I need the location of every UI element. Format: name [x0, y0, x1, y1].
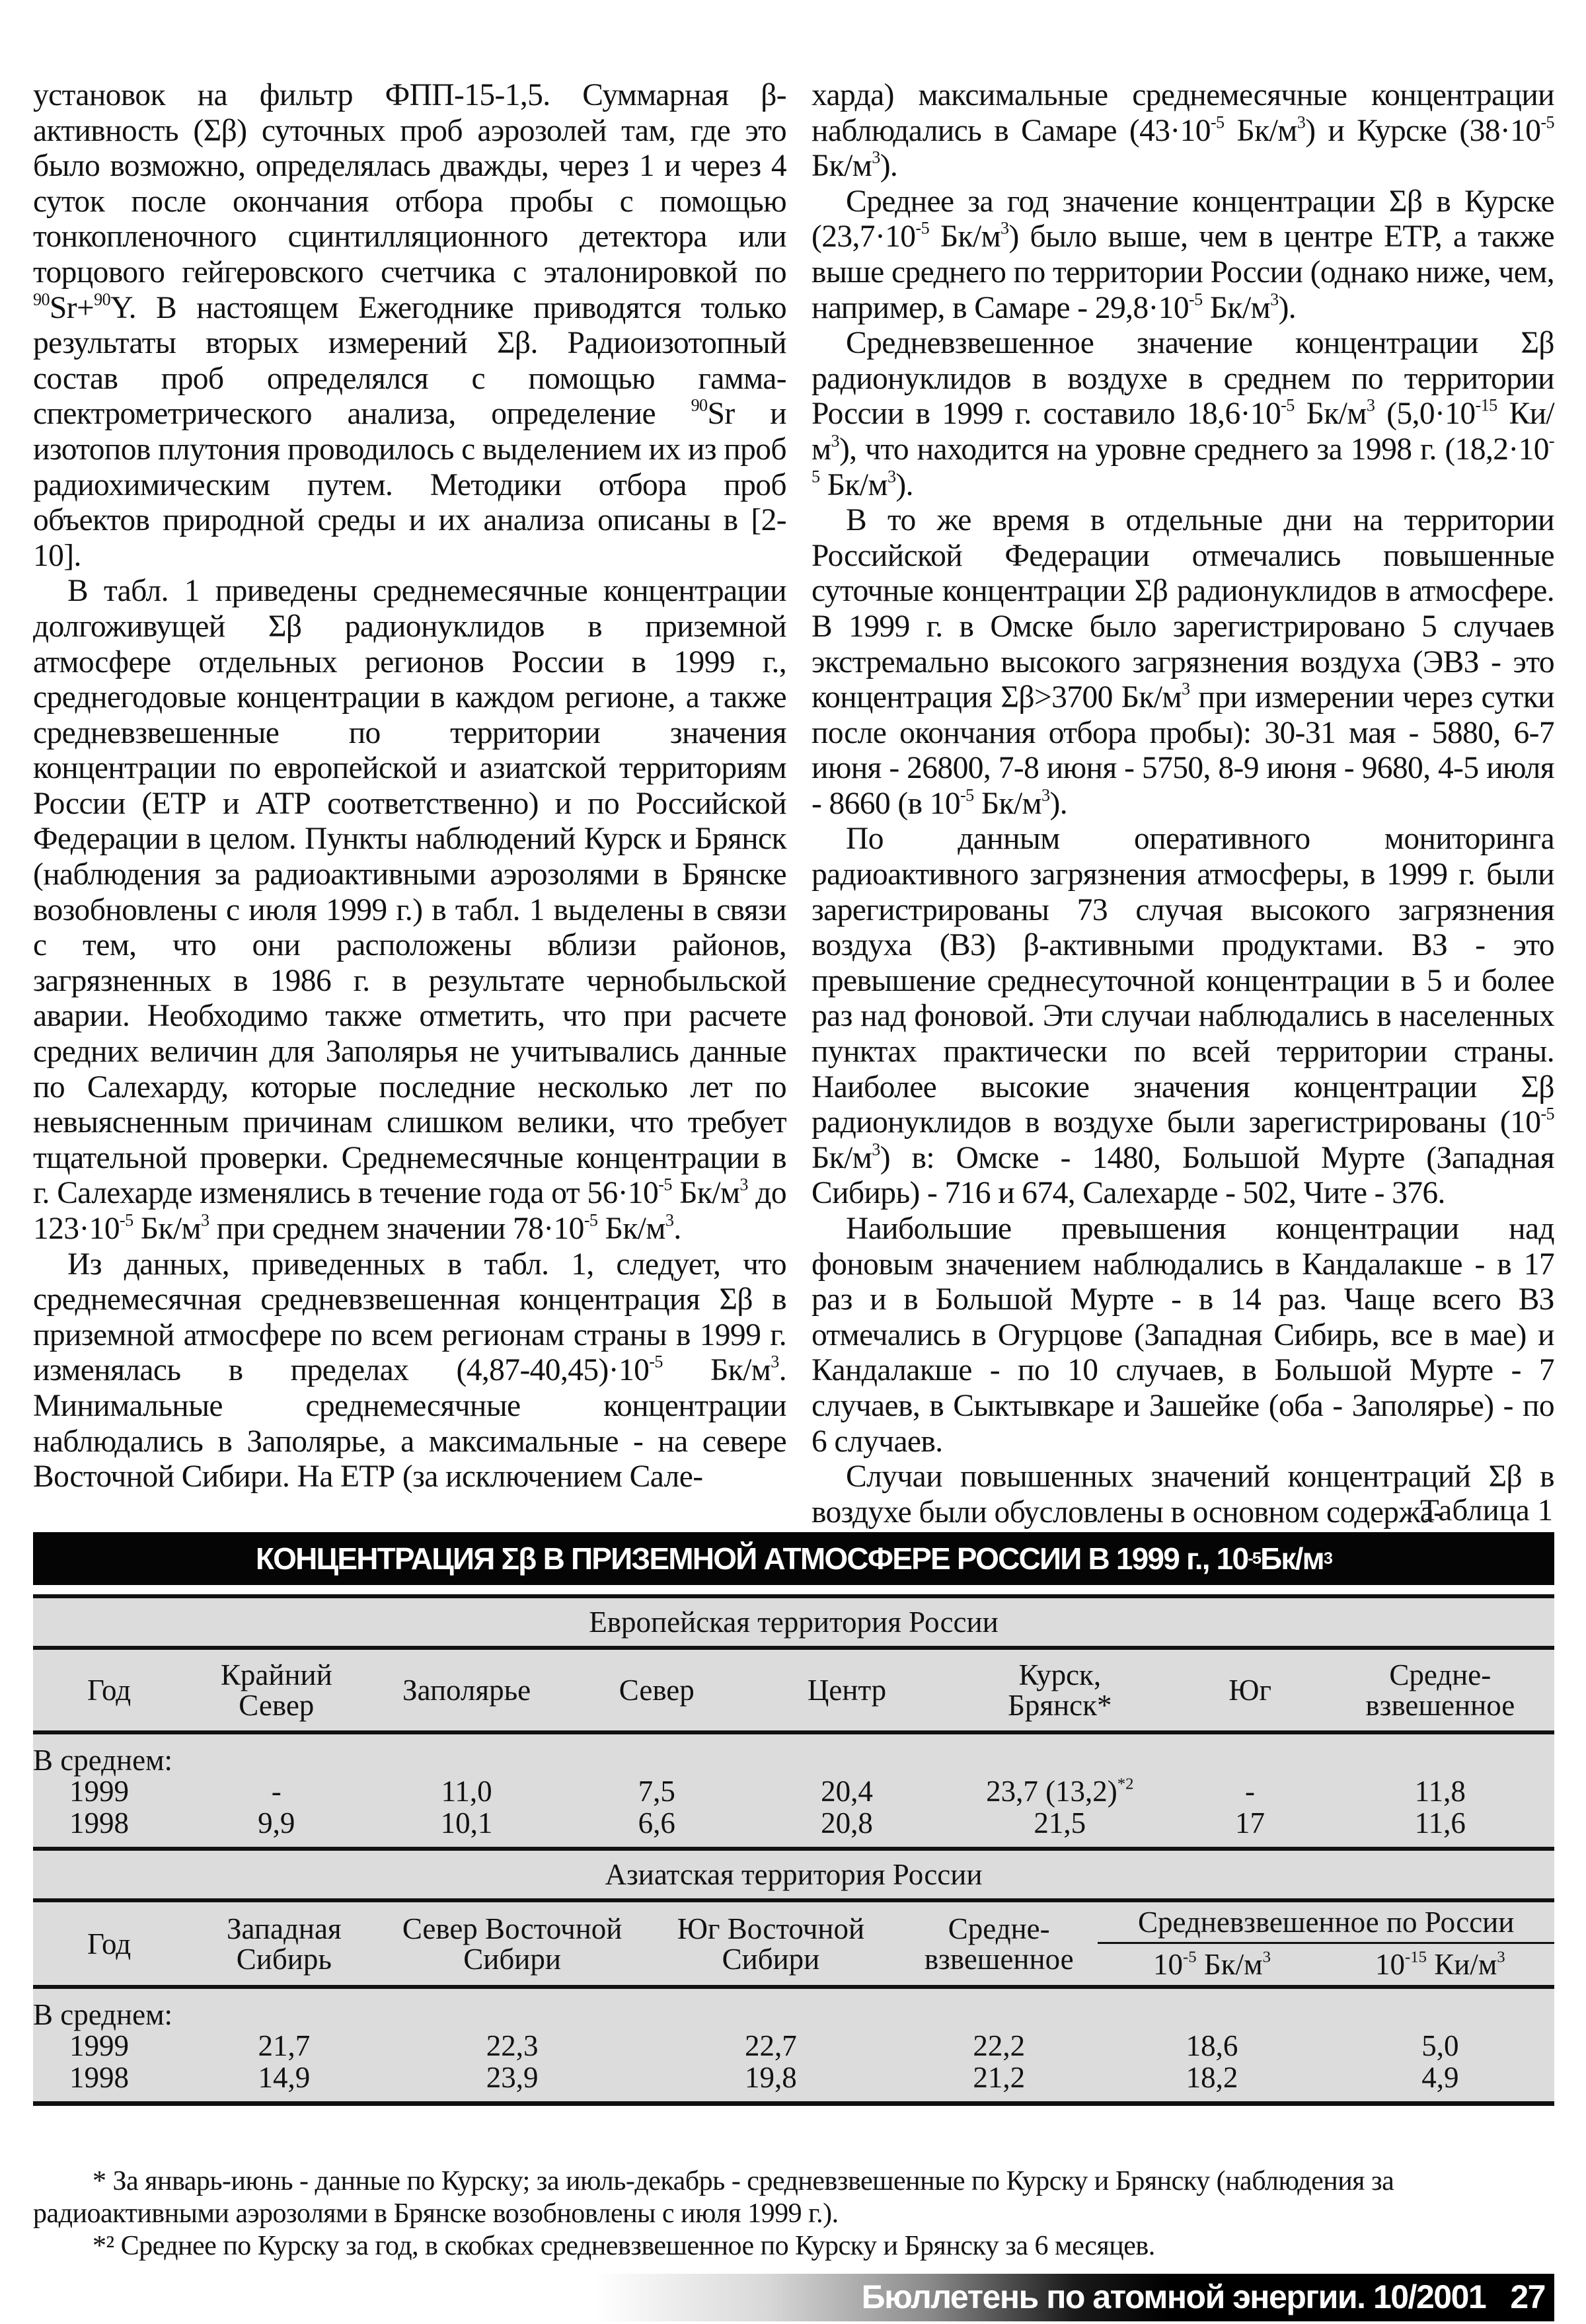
text-column-left — [33, 78, 786, 1495]
value-cell: 11,0 — [441, 1775, 492, 1808]
column-header: Средне- взвешенное — [900, 1900, 1098, 1987]
left-paragraph: В табл. 1 приведены среднемесячные концентрации долгоживущей Σβ радионуклидов в приземной атмосфере отдельных регионов России в 1999 г., среднегодовые концентрации в каждом регионе, а также средневзвешенные по территории значения концентрации по европейской и азиатской территориям России (ЕТР и АТР соответственно) и по Российской Федерации в целом. Пункты наблюдений Курск и Брянск (наблюдения за радиоактивными аэрозолями в Брянске возобновлены с июля 1999 г.) в табл. 1 выделены в связи с тем, что они расположены вблизи районов, загрязненных в 1986 г. в результате чернобыльской аварии. Необходимо также отметить, что при расчете средних величин для Заполярья не учитывались данные по Салехарду, которые последние несколько лет по невыясненным причинам слишком велики, что требует тщательной проверки. Среднемесячные концентрации в г. Салехарде изменялись в течение года от $56\cdot 10^{-5}$ $Бк/м^3$ до $123\cdot 10^{-5}$ $Бк/м^3$ при среднем значении $78\cdot 10^{-5}$ $Бк/м^3$. — [33, 574, 787, 1246]
column-header: Центр — [748, 1648, 946, 1732]
right-paragraph: Наибольшие превышения концентрации над фоновым значением наблюдались в Кандалакше - в 17 раз и в Большой Мурте - в 14 раз. Чаще всего ВЗ отмечались в Огурцове (Западная Сибирь, все в мае) и Кандалакше - по 10 случаев, в Большой Мурте - 7 случаев, в Сыктывкаре и Зашейке (оба - Заполярье) - по 6 случаев. — [812, 1212, 1554, 1459]
value-cell: 21,7 — [258, 2029, 311, 2062]
unit-header: $10^{-15}$ $Ки/м^3$ — [1375, 1948, 1505, 1981]
value-cell: 10,1 — [440, 1806, 493, 1840]
table-1 — [33, 1532, 1554, 2106]
value-cell: 22,7 — [745, 2029, 797, 2062]
table-row — [33, 2030, 1554, 2062]
value-cell: 14,9 — [258, 2061, 311, 2094]
value-cell: 6,6 — [638, 1806, 675, 1840]
column-header: Юг Восточной Сибири — [642, 1900, 900, 1987]
column-header: Западная Сибирь — [185, 1900, 383, 1987]
value-cell: 4,9 — [1421, 2061, 1459, 2094]
year-cell: 1999 — [69, 1775, 129, 1808]
text-column-right — [812, 78, 1554, 1530]
right-paragraph: харда) максимальные среднемесячные концентрации наблюдались в Самаре ($43\cdot 10^{-5}$ $Бк/м^3$) и Курске ($38\cdot 10^{-5}$ $Бк/м^3$). — [812, 78, 1554, 184]
value-cell: 18,2 — [1186, 2061, 1238, 2094]
unit-header: $10^{-5}$ $Бк/м^3$ — [1153, 1948, 1271, 1981]
value-cell: 20,4 — [821, 1775, 873, 1808]
value-cell: 11,6 — [1414, 1806, 1466, 1840]
left-paragraph: установок на фильтр ФПП-15-1,5. Суммарная β-активность (Σβ) суточных проб аэрозолей там, где это было возможно, определялась дважды, через 1 и через 4 суток после окончания отбора пробы с помощью тонкопленочного сцинтилляционного детектора или торцового гейгеровского счетчика с эталонировкой по $^{90}$Sr+$^{90}$Y. В настоящем Ежегоднике приводятся только результаты вторых измерений Σβ. Радиоизотопный состав проб определялся с помощью гамма-спектрометрического анализа, определение $^{90}$Sr и изотопов плутония проводилось с выделением их из проб радиохимическим путем. Методики отбора проб объектов природной среды и их анализа описаны в [2-10]. — [33, 78, 786, 573]
journal-title: Бюллетень по атомной энергии. 10/2001 — [861, 2278, 1486, 2315]
value-cell: 23,9 — [486, 2061, 539, 2094]
value-cell: 5,0 — [1421, 2029, 1459, 2062]
avg-label: В среднем: — [33, 1744, 173, 1777]
value-cell: - — [1245, 1775, 1256, 1808]
value-cell: 21,2 — [973, 2061, 1026, 2094]
column-header: Год — [33, 1648, 185, 1732]
value-cell: 11,8 — [1414, 1775, 1466, 1808]
right-paragraph: В то же время в отдельные дни на территории Российской Федерации отмечались повышенные суточные концентрации Σβ радионуклидов в атмосфере. В 1999 г. в Омске было зарегистрировано 5 случаев экстремально высокого загрязнения воздуха (ЭВЗ - это концентрация Σβ>3700 $Бк/м^3$ при измерении через сутки после окончания отбора пробы): 30-31 мая - 5880, 6-7 июня - 26800, 7-8 июня - 5750, 8-9 июня - 9680, 4-5 июля - 8660 (в $10^{-5}$ $Бк/м^3$). — [812, 503, 1554, 821]
table-row — [33, 1807, 1554, 1847]
column-header: Курск, Брянск* — [946, 1648, 1174, 1732]
column-header: Год — [33, 1900, 185, 1987]
group-header-russia-avg: Средневзвешенное по России — [1098, 1900, 1554, 1943]
right-paragraph: Средневзвешенное значение концентрации Σβ радионуклидов в воздухе в среднем по территории России в 1999 г. составило $18,6\cdot 10^{-5}$ $Бк/м^3$ ($5,0\cdot 10^{-15}$ $Ки/м^3$), что находится на уровне среднего за 1998 г. ($18,2\cdot 10^{-5}$ $Бк/м^3$). — [812, 326, 1554, 502]
table-title: КОНЦЕНТРАЦИЯ Σβ В ПРИЗЕМНОЙ АТМОСФЕРЕ РОССИИ В 1999 г., 10 -5 Бк/м 3 — [33, 1532, 1554, 1585]
footnote-2: *² Среднее по Курску за год, в скобках средневзвешенное по Курску и Брянску за 6 месяцев. — [93, 2231, 1155, 2261]
value-cell: 23,7 $(13,2)^{*2}$ — [986, 1775, 1134, 1808]
column-header: Север Восточной Сибири — [383, 1900, 641, 1987]
value-cell: 18,6 — [1186, 2029, 1238, 2062]
value-cell: 17 — [1235, 1806, 1265, 1840]
table-etr — [33, 1594, 1554, 1847]
year-cell: 1998 — [69, 1806, 129, 1840]
value-cell: 22,3 — [486, 2029, 539, 2062]
value-cell: 21,5 — [1034, 1806, 1086, 1840]
section-label-etr: Европейская территория России — [33, 1596, 1554, 1648]
column-header: Юг — [1174, 1648, 1326, 1732]
table-row — [33, 2062, 1554, 2104]
avg-label: В среднем: — [33, 1998, 173, 2031]
column-header: Север — [566, 1648, 748, 1732]
value-cell: 9,9 — [258, 1806, 295, 1840]
year-cell: 1999 — [69, 2029, 129, 2062]
footnotes — [33, 2165, 1553, 2263]
left-paragraph: Из данных, приведенных в табл. 1, следует, что среднемесячная средневзвешенная концентрация Σβ в приземной атмосфере по всем регионам страны в 1999 г. изменялась в пределах $(4,87-40,45)\cdot 10^{-5}$ $Бк/м^3$. Минимальные среднемесячные концентрации наблюдались в Заполярье, а максимальные - на севере Восточной Сибири. На ЕТР (за исключением Сале- — [33, 1247, 787, 1494]
value-cell: 19,8 — [745, 2061, 797, 2094]
right-paragraph: Случаи повышенных значений концентраций Σβ в воздухе были обусловлены в основном содержа- — [812, 1459, 1554, 1530]
value-cell: 7,5 — [638, 1775, 675, 1808]
page-number: 27 — [1510, 2278, 1545, 2315]
section-label-atr: Азиатская территория России — [33, 1849, 1554, 1900]
right-paragraph: По данным оперативного мониторинга радиоактивного загрязнения атмосферы, в 1999 г. были зарегистрированы 73 случая высокого загрязнения воздуха (ВЗ) β-активными продуктами. ВЗ - это превышение среднесуточной концентрации в 5 и более раз над фоновой. Эти случаи наблюдались в населенных пунктах практически по всей территории страны. Наиболее высокие значения концентрации Σβ радионуклидов в воздухе были зарегистрированы ($10^{-5}$ $Бк/м^3$) в: Омске - 1480, Большой Мурте (Западная Сибирь) - 716 и 674, Салехарде - 502, Чите - 376. — [812, 822, 1554, 1211]
footnote-1: * За январь-июнь - данные по Курску; за июль-декабрь - средневзвешенные по Курску и Брянску (наблюдения за радиоактивными аэрозолями в Брянске возобновлены с июля 1999 г.). — [33, 2166, 1394, 2229]
column-header: Заполярье — [367, 1648, 565, 1732]
table-atr — [33, 1847, 1554, 2106]
footer — [862, 2278, 1545, 2316]
column-header: Крайний Север — [185, 1648, 367, 1732]
value-cell: - — [271, 1775, 282, 1808]
column-header: Средне- взвешенное — [1326, 1648, 1554, 1732]
value-cell: 20,8 — [821, 1806, 873, 1840]
value-cell: 22,2 — [973, 2029, 1026, 2062]
table-caption: Таблица 1 — [1419, 1493, 1553, 1528]
right-paragraph: Среднее за год значение концентрации Σβ в Курске ($23,7\cdot 10^{-5}$ $Бк/м^3$) было выше, чем в центре ЕТР, а также выше среднего по территории России (однако ниже, чем, например, в Самаре - $29,8\cdot 10^{-5}$ $Бк/м^3$). — [812, 184, 1554, 325]
table-row — [33, 1775, 1554, 1807]
year-cell: 1998 — [69, 2061, 129, 2094]
